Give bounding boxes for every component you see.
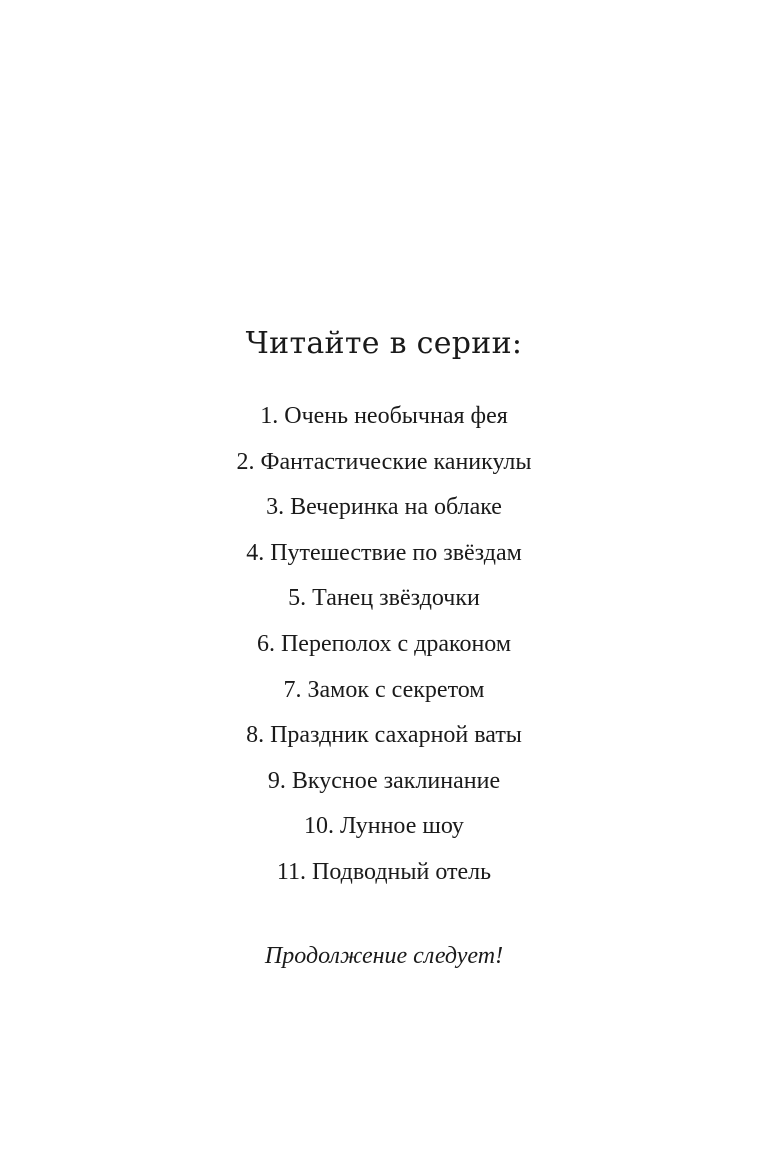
list-item: 11. Подводный отель xyxy=(276,858,492,885)
to-be-continued-note: Продолжение следует! xyxy=(264,943,504,969)
list-item: 6. Переполох с драконом xyxy=(256,630,512,657)
list-item: 1. Очень необычная фея xyxy=(260,403,508,429)
list-item: 7. Замок с секретом xyxy=(283,676,485,703)
list-item: 8. Праздник сахарной ваты xyxy=(246,722,522,749)
list-item: 5. Танец звёздочки xyxy=(288,585,480,612)
list-item: 4. Путешествие по звёздам xyxy=(246,539,522,566)
list-item: 3. Вечеринка на облаке xyxy=(266,494,502,521)
list-item: 9. Вкусное заклинание xyxy=(267,767,501,794)
series-heading: Читайте в серии: xyxy=(245,326,523,361)
series-book-list xyxy=(0,394,768,896)
list-item: 10. Лунное шоу xyxy=(304,813,464,840)
list-item: 2. Фантастические каникулы xyxy=(236,448,532,475)
